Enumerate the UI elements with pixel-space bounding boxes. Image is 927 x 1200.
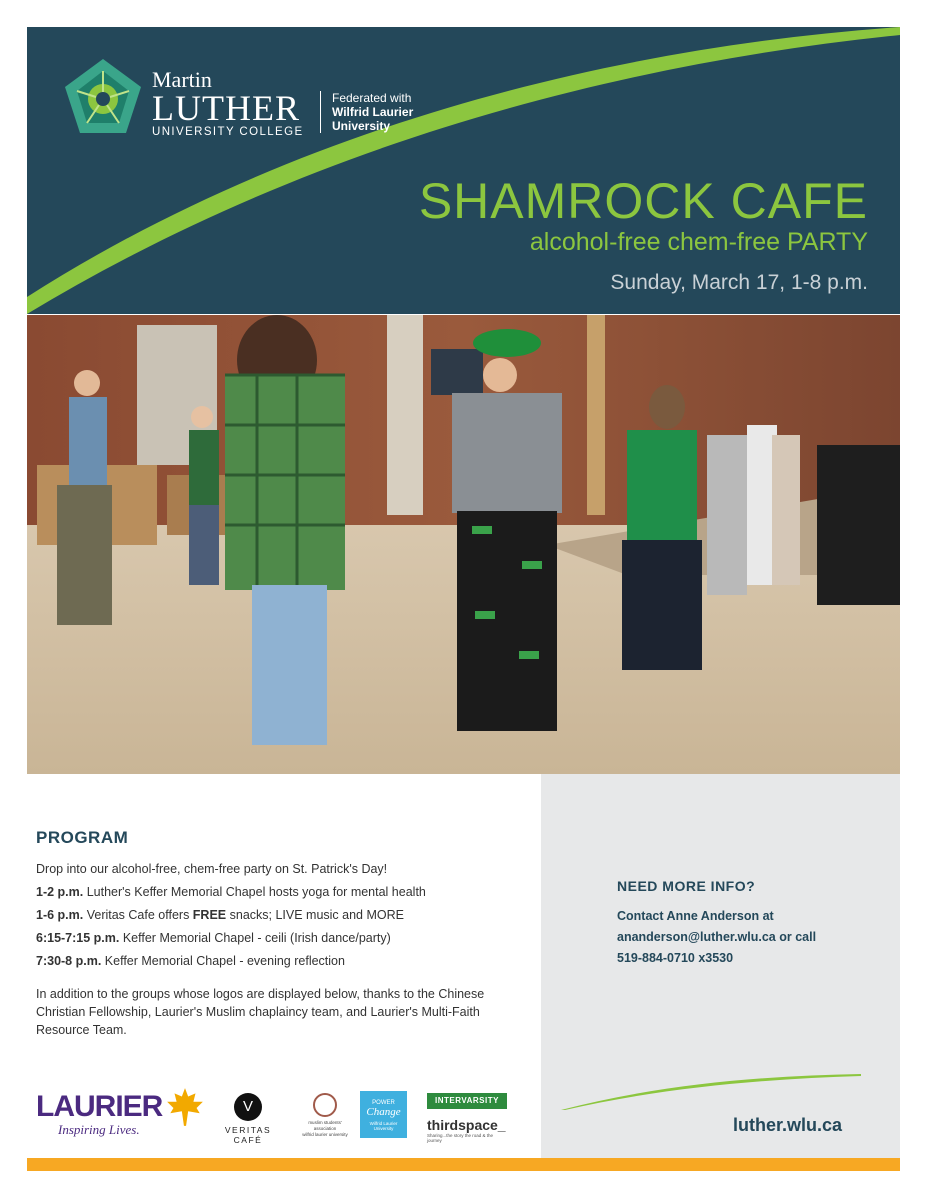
event-title: SHAMROCK CAFE	[418, 173, 868, 229]
footer-swoosh	[541, 1070, 900, 1110]
program-thanks: In addition to the groups whose logos are displayed below, thanks to the Chinese Christian Fellowship, Laurier's Muslim chaplaincy team, and Laurier's Multi-Faith Resource Team.	[36, 987, 485, 1037]
event-subtitle: alcohol-free chem-free PARTY	[529, 228, 868, 256]
bottom-bar	[27, 1158, 900, 1171]
federated-line3: University	[332, 119, 391, 133]
federated-line2: Wilfrid Laurier	[332, 105, 414, 119]
program-time: 6:15-7:15 p.m.	[36, 931, 120, 945]
contact-line: Contact Anne Anderson at	[617, 909, 774, 923]
program-text: Veritas Cafe offers	[83, 908, 193, 922]
maple-leaf-icon	[164, 1086, 206, 1128]
luther-rose-logo-icon	[63, 57, 143, 137]
dancers-photo-illustration	[27, 315, 900, 774]
msa-line2: wilfrid laurier university	[302, 1132, 348, 1137]
program-text: Keffer Memorial Chapel - ceili (Irish dance/party)	[119, 931, 391, 945]
dancer-green-far	[189, 406, 219, 585]
logo-divider	[320, 91, 321, 133]
federated-text	[332, 91, 413, 133]
program-emphasis: FREE	[192, 908, 227, 922]
laurier-logo	[36, 1092, 162, 1138]
pc-line1: POWER	[372, 1100, 395, 1106]
program-text: Luther's Keffer Memorial Chapel hosts yoga for mental health	[83, 885, 426, 899]
program-section	[36, 828, 516, 1047]
program-text: Keffer Memorial Chapel - evening reflection	[101, 954, 345, 968]
msa-logo	[300, 1093, 350, 1138]
veritas-v-icon: V	[234, 1093, 262, 1121]
wordmark-luther: LUTHER	[152, 88, 300, 128]
wordmark-college: UNIVERSITY COLLEGE	[152, 126, 304, 138]
laurier-wordmark: LAURIER	[36, 1090, 163, 1123]
power-to-change-logo	[360, 1091, 407, 1138]
veritas-name: VERITAS CAFÉ	[224, 1125, 272, 1145]
intervarsity-name: INTERVARSITY	[427, 1093, 507, 1109]
msa-emblem-icon	[313, 1093, 337, 1117]
contact-info	[617, 878, 816, 969]
pc-line2: Change	[366, 1106, 401, 1118]
program-item	[36, 885, 516, 900]
event-photo	[27, 315, 900, 774]
contact-email[interactable]: ananderson@luther.wlu.ca or call	[617, 930, 817, 944]
luther-wordmark	[152, 69, 304, 139]
program-time: 7:30-8 p.m.	[36, 954, 102, 968]
thirdspace-tagline: Sharing...the story the road & the journey	[427, 1133, 494, 1143]
program-heading: PROGRAM	[36, 828, 129, 847]
dancers-background	[707, 425, 800, 595]
thirdspace-name: thirdspace_	[427, 1117, 506, 1133]
program-time: 1-6 p.m.	[36, 908, 84, 922]
veritas-cafe-logo	[215, 1093, 281, 1145]
program-time: 1-2 p.m.	[36, 885, 84, 899]
federated-line1: Federated with	[332, 91, 412, 105]
program-item	[36, 954, 516, 969]
wordmark-martin: Martin	[152, 67, 212, 92]
header-banner	[27, 27, 900, 314]
contact-phone[interactable]: 519-884-0710 x3530	[617, 951, 734, 965]
msa-line1: muslim students' association	[308, 1120, 342, 1131]
program-intro: Drop into our alcohol-free, chem-free party on St. Patrick's Day!	[36, 862, 388, 876]
info-heading: NEED MORE INFO?	[617, 878, 756, 894]
program-item	[36, 931, 516, 946]
program-item	[36, 908, 516, 923]
website-link[interactable]: luther.wlu.ca	[733, 1115, 843, 1135]
intervarsity-logo	[427, 1093, 507, 1143]
pc-line3: Wilfrid Laurier University	[369, 1121, 398, 1131]
event-date: Sunday, March 17, 1-8 p.m.	[610, 271, 868, 294]
laurier-tagline: Inspiring Lives.	[58, 1122, 140, 1137]
program-text: snacks; LIVE music and MORE	[226, 908, 404, 922]
